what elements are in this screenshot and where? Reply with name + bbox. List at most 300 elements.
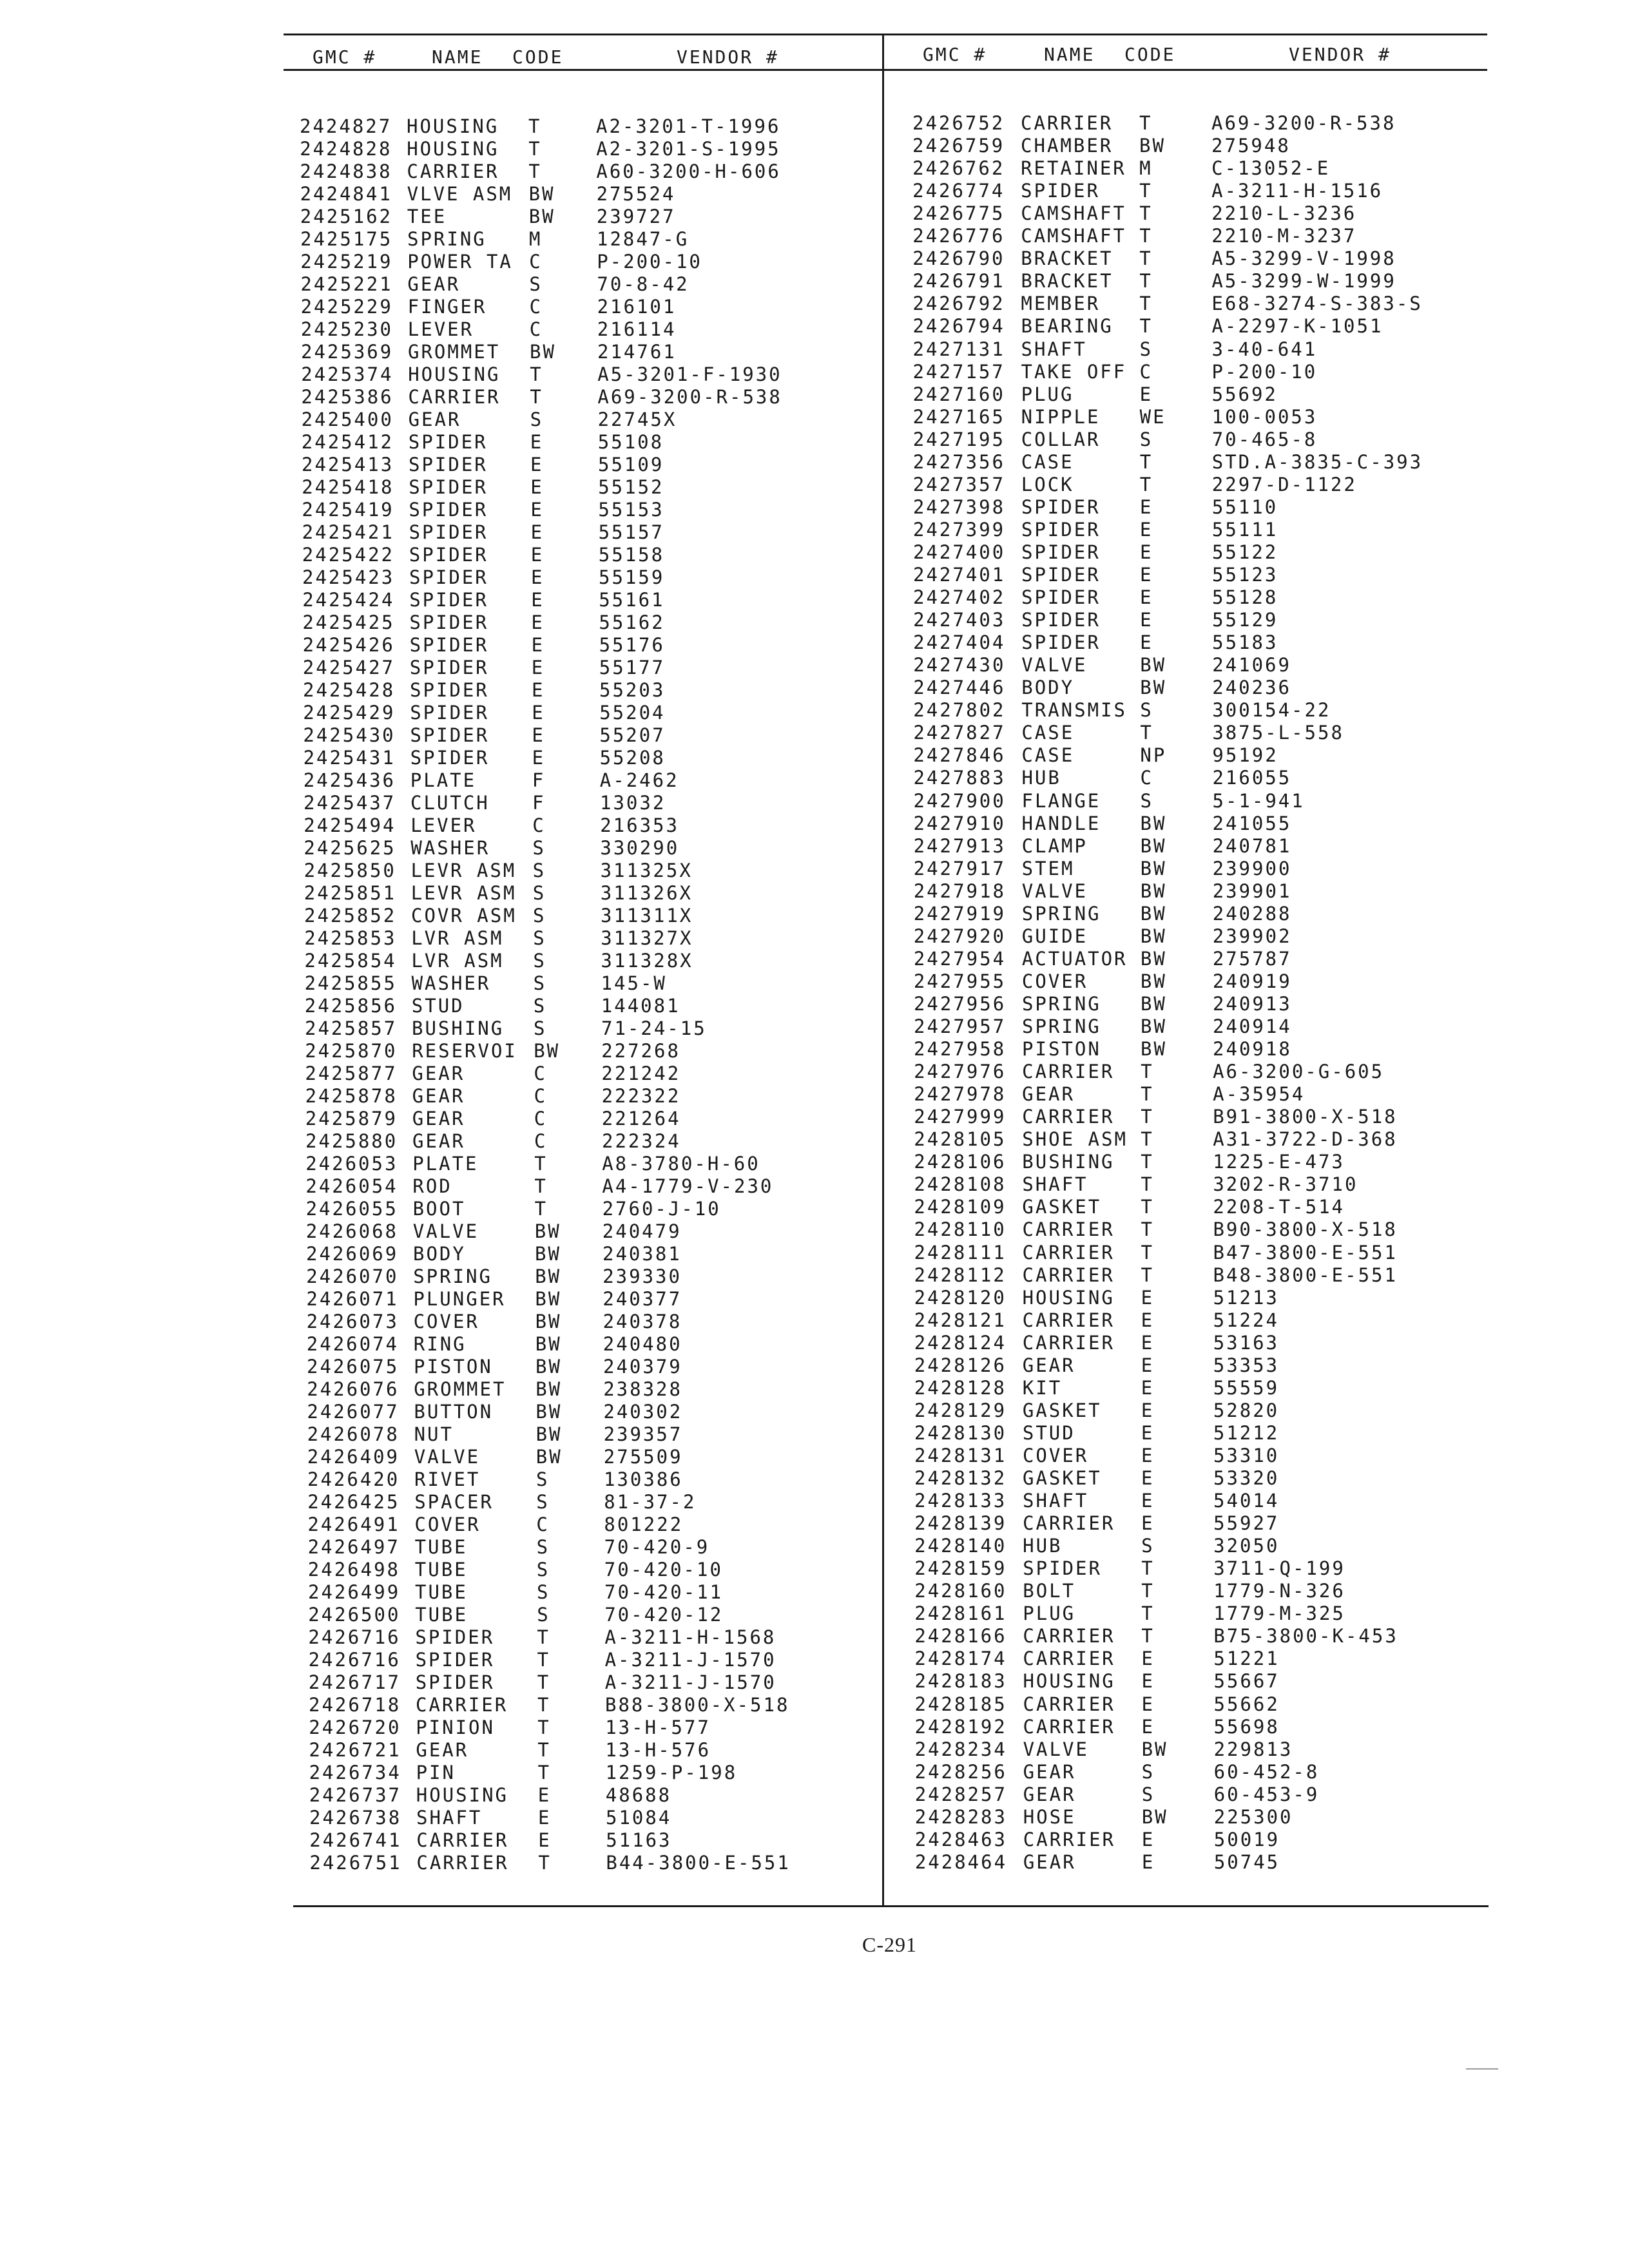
part-name: PINION	[416, 1716, 495, 1738]
gmc-number: 2426074	[306, 1333, 400, 1355]
table-row	[301, 296, 881, 318]
vendor-code: C	[529, 251, 543, 273]
vendor-number: A-2462	[599, 769, 679, 791]
part-name: LVR ASM	[411, 950, 504, 972]
vendor-number: A-3211-J-1570	[604, 1649, 776, 1671]
gmc-number: 2426497	[307, 1536, 400, 1558]
table-row	[301, 363, 881, 386]
part-name: BEARING	[1021, 315, 1113, 338]
gmc-number: 2425877	[305, 1062, 398, 1084]
part-name: SPIDER	[409, 589, 488, 611]
vendor-number: C-13052-E	[1211, 157, 1331, 180]
vendor-number: 222322	[601, 1085, 681, 1107]
part-name: LVR ASM	[411, 927, 504, 949]
vendor-code: BW	[1140, 992, 1167, 1015]
part-name: CARRIER	[407, 160, 499, 182]
vendor-code: E	[1141, 1421, 1155, 1444]
vendor-number: 5-1-941	[1212, 789, 1305, 812]
table-row	[300, 273, 880, 296]
table-row	[308, 1604, 888, 1626]
vendor-code: BW	[1140, 879, 1167, 902]
header-name-right: NAME	[1044, 44, 1095, 65]
vendor-number: 55109	[598, 454, 664, 476]
vendor-code: E	[1140, 631, 1153, 654]
part-name: BOOT	[412, 1198, 466, 1220]
table-row	[302, 566, 882, 589]
part-name: SPIDER	[1021, 541, 1101, 563]
vendor-number: 55128	[1212, 586, 1278, 609]
part-name: SHOE ASM	[1022, 1128, 1128, 1151]
gmc-number: 2425422	[302, 544, 395, 566]
table-row	[913, 338, 1493, 361]
table-row	[309, 1739, 889, 1762]
vendor-number: 240913	[1212, 992, 1292, 1015]
part-name: SPIDER	[415, 1671, 495, 1693]
vendor-number: 70-420-9	[604, 1536, 710, 1558]
header-vendor-left: VENDOR #	[677, 46, 779, 68]
part-name: SHAFT	[1023, 1490, 1089, 1512]
gmc-number: 2427957	[914, 1015, 1007, 1037]
part-name: CARRIER	[1022, 1061, 1115, 1083]
table-row	[307, 1491, 887, 1514]
vendor-code: E	[1139, 383, 1153, 405]
vendor-number: A-35954	[1213, 1083, 1306, 1106]
table-row	[915, 1716, 1495, 1738]
table-row	[914, 1332, 1494, 1354]
part-name: STUD	[1022, 1421, 1075, 1444]
table-row	[914, 1173, 1494, 1196]
table-row	[914, 1580, 1494, 1602]
gmc-number: 2428108	[914, 1173, 1007, 1196]
vendor-code: T	[537, 1694, 551, 1716]
vendor-code: S	[537, 1604, 550, 1626]
gmc-number: 2425856	[304, 995, 398, 1017]
vendor-code: T	[1139, 225, 1153, 247]
vendor-code: E	[530, 431, 544, 453]
vendor-code: BW	[535, 1356, 562, 1378]
part-name: SPIDER	[1021, 495, 1101, 518]
gmc-number: 2426776	[912, 225, 1005, 247]
vendor-code: C	[536, 1514, 550, 1535]
vendor-code: T	[1141, 1151, 1154, 1173]
vendor-code: E	[1141, 1490, 1155, 1512]
vendor-number: 55161	[599, 589, 665, 611]
header-code-right: CODE	[1124, 44, 1176, 65]
vendor-number: 51213	[1213, 1286, 1279, 1309]
vendor-number: P-200-10	[1211, 360, 1318, 383]
part-name: VALVE	[412, 1220, 479, 1242]
header-code-left: CODE	[512, 46, 564, 68]
gmc-number: 2426775	[912, 202, 1005, 225]
table-row	[914, 858, 1494, 880]
part-name: TRANSMIS	[1021, 699, 1127, 722]
table-row	[306, 1243, 886, 1265]
gmc-number: 2425219	[300, 251, 393, 273]
part-name: BODY	[413, 1243, 466, 1265]
table-row	[914, 1264, 1494, 1287]
table-row	[912, 225, 1492, 247]
vendor-number: 32050	[1213, 1535, 1280, 1557]
part-name: CAMSHAFT	[1021, 202, 1126, 225]
vendor-code: BW	[535, 1243, 561, 1265]
vendor-code: E	[531, 657, 545, 678]
vendor-code: E	[530, 521, 545, 543]
table-row	[913, 564, 1493, 586]
vendor-number: A2-3201-T-1996	[596, 115, 781, 137]
vendor-code: BW	[1140, 970, 1167, 992]
gmc-number: 2425418	[302, 476, 394, 498]
part-name: GROMMET	[408, 341, 501, 363]
vendor-code: E	[1141, 1286, 1155, 1309]
table-row	[300, 160, 880, 183]
vendor-code: S	[1141, 1760, 1155, 1783]
vendor-code: S	[530, 408, 544, 430]
vendor-number: E68-3274-S-383-S	[1211, 293, 1423, 315]
gmc-number: 2425230	[300, 318, 394, 340]
gmc-number: 2427955	[913, 970, 1007, 992]
vendor-code: E	[530, 499, 544, 521]
part-name: SPIDER	[410, 747, 490, 769]
vendor-code: C	[1139, 360, 1153, 383]
vendor-code: C	[534, 1130, 548, 1152]
vendor-code: T	[537, 1716, 551, 1738]
vendor-number: 240480	[602, 1333, 682, 1355]
part-name: COVER	[414, 1514, 481, 1535]
vendor-code: T	[528, 115, 542, 137]
vendor-code: E	[1139, 541, 1153, 563]
vendor-number: A60-3200-H-606	[596, 160, 781, 182]
vendor-number: 48688	[605, 1784, 672, 1806]
gmc-number: 2425427	[302, 657, 396, 678]
vendor-number: 53163	[1213, 1331, 1279, 1354]
part-name: SPIDER	[409, 476, 488, 498]
part-name: COLLAR	[1021, 428, 1101, 450]
gmc-number: 2428174	[914, 1648, 1007, 1670]
gmc-number: 2425437	[304, 792, 396, 814]
vendor-number: 55207	[599, 724, 666, 746]
vendor-code: T	[1141, 1106, 1154, 1128]
table-row	[914, 1128, 1494, 1151]
vendor-number: B91-3800-X-518	[1213, 1106, 1398, 1128]
vendor-code: S	[1139, 428, 1153, 450]
gmc-number: 2426068	[305, 1220, 399, 1242]
vendor-code: BW	[535, 1401, 563, 1423]
vendor-code: T	[537, 1671, 551, 1693]
table-row	[303, 634, 883, 657]
part-name: SPIDER	[410, 702, 489, 724]
gmc-number: 2428166	[914, 1625, 1007, 1648]
top-rule	[284, 34, 1487, 35]
gmc-number: 2426790	[912, 247, 1005, 270]
vendor-code: E	[532, 702, 545, 724]
part-name: BUSHING	[412, 1017, 505, 1039]
vendor-code: S	[533, 995, 547, 1017]
part-name: HOSE	[1023, 1805, 1076, 1828]
vendor-code: E	[1139, 495, 1153, 518]
gmc-number: 2425853	[304, 927, 397, 949]
gmc-number: 2428256	[914, 1760, 1007, 1783]
gmc-number: 2427827	[913, 722, 1006, 744]
part-name: CARRIER	[1022, 1309, 1115, 1331]
part-name: GASKET	[1022, 1399, 1102, 1421]
part-name: TUBE	[415, 1604, 468, 1626]
gmc-number: 2427900	[913, 789, 1006, 812]
table-row	[913, 609, 1493, 631]
header-gmc-right: GMC #	[923, 44, 987, 65]
part-name: TEE	[407, 206, 447, 227]
gmc-number: 2425421	[302, 521, 394, 543]
part-name: CARRIER	[1023, 1693, 1115, 1715]
header-vendor-right: VENDOR #	[1289, 44, 1391, 65]
vendor-number: 1225-E-473	[1213, 1151, 1345, 1173]
table-row	[913, 428, 1493, 451]
vendor-number: 275787	[1212, 947, 1292, 970]
part-name: HANDLE	[1021, 812, 1101, 834]
vendor-code: E	[1139, 518, 1153, 541]
part-name: GEAR	[1022, 1354, 1075, 1376]
gmc-number: 2427357	[912, 473, 1006, 495]
vendor-code: S	[532, 837, 546, 859]
part-name: SPIDER	[1021, 631, 1101, 654]
part-name: PLATE	[410, 769, 477, 791]
table-row	[914, 1602, 1494, 1625]
table-row	[302, 611, 882, 634]
vendor-number: 53320	[1213, 1467, 1280, 1489]
vendor-code: BW	[535, 1288, 562, 1310]
gmc-number: 2426720	[309, 1716, 401, 1738]
table-row	[302, 521, 882, 544]
vendor-number: 55152	[598, 476, 664, 498]
vendor-code: E	[1141, 1828, 1155, 1850]
vendor-code: E	[1140, 564, 1153, 586]
table-row	[913, 699, 1493, 722]
vendor-code: F	[532, 792, 546, 814]
vendor-code: S	[1141, 1535, 1155, 1557]
part-name: NUT	[414, 1423, 454, 1445]
part-name: BODY	[1021, 677, 1075, 699]
part-name: CASE	[1021, 722, 1075, 744]
vendor-code: E	[1141, 1467, 1155, 1489]
gmc-number: 2427978	[914, 1083, 1007, 1106]
vendor-number: A-2297-K-1051	[1211, 315, 1383, 338]
vendor-number: 222324	[602, 1130, 681, 1152]
vendor-number: 3202-R-3710	[1213, 1173, 1358, 1196]
part-name: WASHER	[411, 972, 491, 994]
gmc-number: 2425429	[303, 702, 396, 724]
gmc-number: 2424827	[300, 115, 392, 137]
gmc-number: 2428130	[914, 1421, 1007, 1444]
gmc-number: 2425870	[305, 1040, 398, 1062]
gmc-number: 2427918	[913, 879, 1006, 902]
table-row	[914, 1625, 1494, 1648]
vendor-code: WE	[1139, 405, 1166, 428]
part-name: FLANGE	[1021, 789, 1101, 812]
table-row	[913, 541, 1493, 564]
part-name: CAMSHAFT	[1021, 225, 1126, 247]
gmc-number: 2425436	[303, 769, 396, 791]
vendor-number: 54014	[1213, 1490, 1280, 1512]
vendor-number: 12847-G	[597, 228, 689, 250]
part-name: SPIDER	[409, 657, 489, 678]
gmc-number: 2425428	[303, 679, 396, 701]
part-name: LEVER	[410, 814, 477, 836]
vendor-number: 240381	[602, 1243, 682, 1265]
vendor-number: 330290	[600, 837, 680, 859]
gmc-number: 2426752	[912, 112, 1005, 134]
gmc-number: 2427913	[913, 834, 1006, 857]
part-name: GEAR	[1023, 1850, 1076, 1873]
part-name: CARRIER	[416, 1829, 509, 1851]
table-row	[309, 1716, 889, 1739]
table-row	[309, 1829, 889, 1852]
vendor-code: E	[1141, 1648, 1155, 1670]
part-name: HOUSING	[1023, 1670, 1115, 1693]
vendor-code: C	[534, 1062, 547, 1084]
vendor-code: E	[530, 476, 544, 498]
gmc-number: 2428160	[914, 1580, 1007, 1602]
part-name: COVR ASM	[411, 905, 517, 927]
gmc-number: 2426499	[308, 1581, 401, 1603]
vendor-code: S	[536, 1559, 550, 1581]
table-row	[300, 228, 880, 251]
part-name: GEAR	[1022, 1083, 1075, 1106]
gmc-number: 2427920	[913, 925, 1007, 947]
part-name: STUD	[411, 995, 465, 1017]
part-name: BRACKET	[1021, 247, 1113, 270]
gmc-number: 2425423	[302, 566, 395, 588]
part-name: SPIDER	[409, 454, 488, 476]
gmc-number: 2426738	[309, 1807, 402, 1829]
vendor-number: 311325X	[600, 860, 693, 881]
vendor-number: 95192	[1212, 744, 1278, 767]
gmc-number: 2428234	[914, 1738, 1007, 1760]
vendor-number: 300154-22	[1212, 699, 1331, 722]
vendor-code: T	[537, 1739, 551, 1761]
gmc-number: 2427160	[912, 383, 1005, 405]
vendor-number: 1259-P-198	[605, 1762, 738, 1783]
vendor-number: 55203	[599, 679, 666, 701]
part-name: CLAMP	[1021, 834, 1088, 857]
vendor-code: BW	[1140, 902, 1167, 925]
table-row	[301, 318, 881, 341]
table-row	[913, 383, 1493, 406]
table-row	[300, 251, 880, 273]
vendor-number: 70-8-42	[597, 273, 689, 295]
vendor-number: 216101	[597, 296, 677, 318]
vendor-code: NP	[1140, 744, 1167, 767]
vendor-number: 51212	[1213, 1421, 1280, 1444]
gmc-number: 2426716	[308, 1649, 401, 1671]
vendor-code: T	[1139, 112, 1153, 134]
table-row	[303, 657, 883, 679]
part-name: SPRING	[1021, 992, 1101, 1015]
vendor-number: 55157	[598, 521, 664, 543]
part-name: FINGER	[407, 296, 487, 318]
vendor-code: T	[1139, 473, 1153, 495]
vendor-code: E	[1141, 1444, 1155, 1466]
vendor-number: 2210-M-3237	[1211, 225, 1357, 247]
table-row	[303, 702, 883, 724]
header-rule	[284, 69, 1487, 71]
table-row	[305, 1085, 885, 1108]
vendor-number: P-200-10	[597, 251, 702, 273]
vendor-number: 70-420-12	[604, 1604, 724, 1626]
part-name: PLATE	[412, 1153, 479, 1175]
vendor-code: S	[536, 1491, 550, 1513]
table-row	[912, 202, 1492, 225]
table-row	[914, 1445, 1494, 1467]
gmc-number: 2425878	[305, 1085, 398, 1107]
table-row	[915, 1783, 1495, 1806]
vendor-number: B48-3800-E-551	[1213, 1264, 1398, 1286]
gmc-number: 2425424	[302, 589, 395, 611]
part-name: GEAR	[416, 1739, 469, 1761]
part-name: CARRIER	[1022, 1331, 1115, 1354]
table-row	[302, 431, 882, 454]
part-name: GEAR	[1023, 1783, 1076, 1805]
vendor-number: 240236	[1212, 677, 1292, 699]
gmc-number: 2427401	[913, 564, 1006, 586]
table-row	[914, 1151, 1494, 1173]
table-row	[309, 1694, 889, 1716]
part-name: BUSHING	[1022, 1151, 1115, 1173]
table-row	[307, 1446, 887, 1468]
table-row	[915, 1761, 1495, 1783]
vendor-code: S	[532, 860, 546, 881]
gmc-number: 2428129	[914, 1399, 1007, 1421]
table-row	[300, 138, 880, 160]
gmc-number: 2425175	[300, 228, 393, 250]
vendor-code: C	[529, 318, 543, 340]
vendor-number: 240479	[602, 1220, 682, 1242]
gmc-number: 2428105	[914, 1128, 1007, 1151]
vendor-number: 55110	[1211, 495, 1278, 518]
gmc-number: 2426734	[309, 1762, 401, 1783]
table-row	[307, 1378, 887, 1401]
vendor-number: 221242	[601, 1062, 681, 1084]
part-name: LOCK	[1021, 473, 1074, 495]
vendor-number: 51163	[606, 1829, 672, 1851]
gmc-number: 2425879	[305, 1108, 398, 1129]
part-name: SPIDER	[410, 679, 489, 701]
gmc-number: 2426075	[307, 1356, 400, 1378]
vendor-code: BW	[535, 1265, 562, 1287]
vendor-code: BW	[528, 183, 555, 205]
table-row	[913, 722, 1493, 744]
vendor-code: T	[1141, 1196, 1154, 1218]
vendor-code: T	[528, 138, 542, 160]
part-name: SPIDER	[1023, 1557, 1102, 1580]
table-row	[914, 1377, 1494, 1399]
gmc-number: 2425855	[304, 972, 397, 994]
vendor-number: 51084	[606, 1807, 672, 1829]
gmc-number: 2425400	[301, 408, 394, 430]
vendor-number: 55162	[599, 611, 665, 633]
table-row	[914, 1354, 1494, 1377]
part-name: PIN	[416, 1762, 456, 1783]
table-row	[309, 1852, 889, 1874]
part-name: NIPPLE	[1021, 405, 1101, 428]
part-name: SPIDER	[409, 566, 488, 588]
table-row	[304, 950, 884, 972]
gmc-number: 2427999	[914, 1106, 1007, 1128]
table-row	[302, 589, 882, 611]
table-row	[913, 496, 1493, 519]
vendor-code: C	[534, 1085, 548, 1107]
part-name: BOLT	[1023, 1580, 1076, 1602]
vendor-code: E	[1141, 1399, 1155, 1421]
table-row	[305, 1062, 885, 1085]
